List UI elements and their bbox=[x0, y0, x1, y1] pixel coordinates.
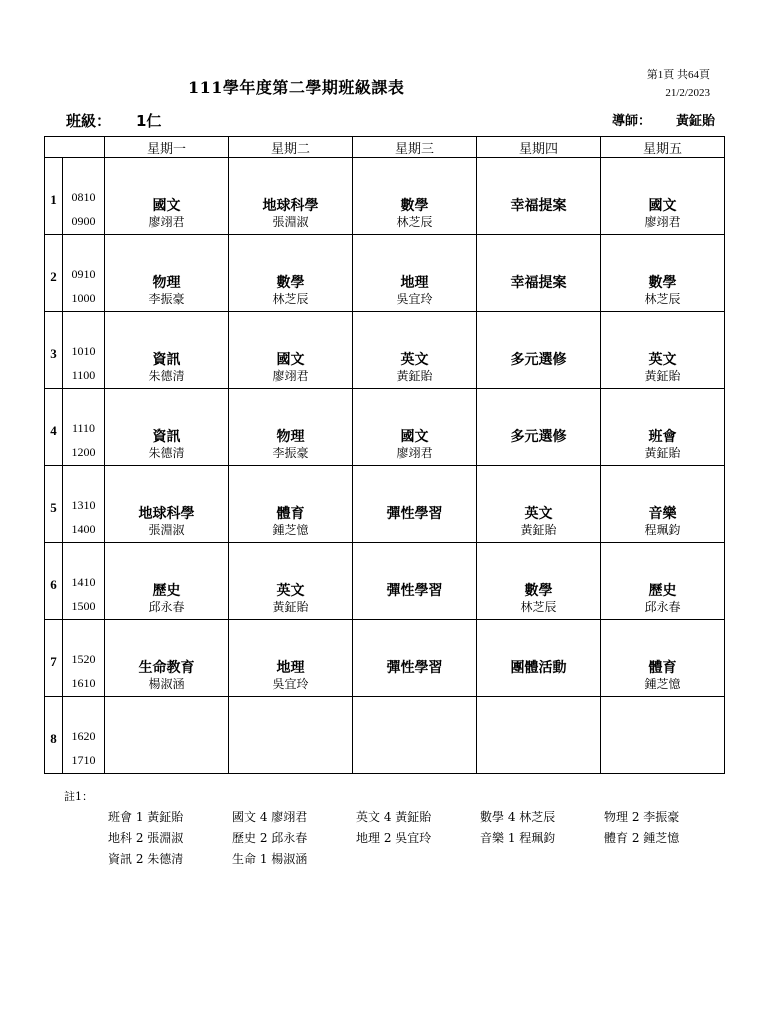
day-header-mon: 星期一 bbox=[105, 137, 229, 158]
class-cell bbox=[601, 312, 725, 389]
subject-name: 彈性學習 bbox=[386, 506, 443, 522]
teacher-name: 李振豪 bbox=[272, 446, 309, 460]
period-end-time: 1000 bbox=[71, 291, 96, 305]
notes-label: 註1： bbox=[64, 790, 93, 803]
class-cell bbox=[229, 543, 353, 620]
homeroom-teacher-name: 黃鉦貽 bbox=[676, 114, 716, 129]
period-start-time: 1410 bbox=[71, 575, 96, 589]
subject-name: 數學 bbox=[400, 198, 429, 214]
header-corner bbox=[45, 137, 105, 158]
period-number: 2 bbox=[50, 269, 57, 284]
class-cell bbox=[477, 389, 601, 466]
class-cell bbox=[105, 389, 229, 466]
subject-name: 地球科學 bbox=[262, 198, 319, 214]
class-cell bbox=[229, 466, 353, 543]
period-row bbox=[45, 620, 725, 697]
subject-name: 物理 bbox=[276, 429, 305, 445]
subject-name: 多元選修 bbox=[510, 352, 567, 368]
subject-name: 音樂 bbox=[648, 506, 677, 522]
period-start-time: 0810 bbox=[71, 190, 96, 204]
period-number-cell bbox=[45, 235, 63, 312]
subject-name: 彈性學習 bbox=[386, 660, 443, 676]
subject-name: 國文 bbox=[152, 198, 181, 214]
period-time-cell bbox=[63, 466, 105, 543]
subject-name: 歷史 bbox=[648, 583, 677, 599]
note-item: 數學 4 林芝辰 bbox=[480, 810, 556, 824]
note-item: 體育 2 鍾芝憶 bbox=[604, 831, 680, 845]
class-cell bbox=[229, 158, 353, 235]
teacher-name: 林芝辰 bbox=[272, 292, 309, 306]
period-number: 6 bbox=[50, 577, 57, 592]
period-end-time: 1710 bbox=[71, 753, 96, 767]
class-cell bbox=[105, 543, 229, 620]
teacher-name: 邱永春 bbox=[148, 600, 185, 614]
class-cell bbox=[477, 620, 601, 697]
class-cell bbox=[353, 312, 477, 389]
period-end-time: 0900 bbox=[71, 214, 96, 228]
class-cell bbox=[477, 235, 601, 312]
page-title: 111學年度第二學期班級課表 bbox=[188, 78, 405, 97]
subject-name: 歷史 bbox=[152, 583, 181, 599]
class-value: 1仁 bbox=[136, 112, 162, 130]
teacher-name: 林芝辰 bbox=[520, 600, 557, 614]
period-end-time: 1400 bbox=[71, 522, 96, 536]
teacher-name: 吳宜玲 bbox=[396, 292, 433, 306]
teacher-name: 黃鉦貽 bbox=[396, 369, 433, 383]
subject-name: 資訊 bbox=[152, 352, 181, 368]
subject-name: 團體活動 bbox=[510, 660, 567, 676]
note-row bbox=[108, 850, 728, 871]
period-end-time: 1100 bbox=[71, 368, 96, 382]
period-number-cell bbox=[45, 389, 63, 466]
subject-name: 英文 bbox=[524, 506, 553, 522]
note-item: 班會 1 黃鉦貽 bbox=[108, 810, 184, 824]
period-number: 7 bbox=[50, 654, 57, 669]
period-start-time: 1310 bbox=[71, 498, 96, 512]
note-item: 歷史 2 邱永春 bbox=[232, 831, 308, 845]
subject-name: 生命教育 bbox=[138, 660, 195, 676]
class-cell bbox=[105, 312, 229, 389]
period-number-cell bbox=[45, 312, 63, 389]
page-info bbox=[647, 66, 710, 102]
subject-name: 國文 bbox=[648, 198, 677, 214]
teacher-name: 黃鉦貽 bbox=[272, 600, 309, 614]
subject-name: 地理 bbox=[400, 275, 429, 291]
class-cell bbox=[229, 312, 353, 389]
class-cell bbox=[353, 158, 477, 235]
teacher-name: 張淵淑 bbox=[148, 523, 185, 537]
day-header-row bbox=[45, 137, 725, 158]
note-row bbox=[108, 829, 728, 850]
subject-name: 英文 bbox=[648, 352, 677, 368]
class-cell bbox=[601, 389, 725, 466]
notes-section bbox=[108, 808, 728, 871]
period-row bbox=[45, 466, 725, 543]
period-time-cell bbox=[63, 158, 105, 235]
note-item: 物理 2 李振豪 bbox=[604, 810, 680, 824]
teacher-name: 黃鉦貽 bbox=[520, 523, 557, 537]
period-start-time: 0910 bbox=[71, 267, 96, 281]
period-row bbox=[45, 389, 725, 466]
teacher-name: 林芝辰 bbox=[396, 215, 433, 229]
subject-name: 幸福提案 bbox=[510, 198, 567, 214]
period-end-time: 1610 bbox=[71, 676, 96, 690]
class-cell bbox=[105, 235, 229, 312]
period-number: 5 bbox=[50, 500, 57, 515]
period-number: 8 bbox=[50, 731, 57, 746]
period-number: 4 bbox=[50, 423, 57, 438]
class-cell bbox=[353, 543, 477, 620]
class-cell bbox=[229, 235, 353, 312]
page-number: 第1頁 共64頁 bbox=[646, 69, 710, 81]
class-cell bbox=[353, 389, 477, 466]
period-time-cell bbox=[63, 235, 105, 312]
teacher-name: 廖翊君 bbox=[272, 369, 309, 383]
period-number-cell bbox=[45, 620, 63, 697]
period-row bbox=[45, 697, 725, 774]
teacher-name: 黃鉦貽 bbox=[644, 369, 681, 383]
subject-name: 英文 bbox=[400, 352, 429, 368]
subject-name: 幸福提案 bbox=[510, 275, 567, 291]
class-cell bbox=[105, 466, 229, 543]
note-item: 地理 2 吳宜玲 bbox=[356, 831, 432, 845]
class-cell bbox=[477, 158, 601, 235]
period-number: 3 bbox=[50, 346, 57, 361]
class-cell bbox=[105, 158, 229, 235]
class-label: 班級： bbox=[66, 112, 112, 130]
teacher-name: 林芝辰 bbox=[644, 292, 681, 306]
class-cell bbox=[601, 620, 725, 697]
period-time-cell bbox=[63, 389, 105, 466]
period-start-time: 1520 bbox=[71, 652, 96, 666]
class-cell bbox=[353, 697, 477, 774]
class-cell bbox=[477, 697, 601, 774]
period-number-cell bbox=[45, 697, 63, 774]
teacher-name: 李振豪 bbox=[148, 292, 185, 306]
teacher-name: 朱德清 bbox=[148, 446, 185, 460]
teacher-name: 邱永春 bbox=[644, 600, 681, 614]
note-item: 生命 1 楊淑涵 bbox=[232, 852, 308, 866]
period-row bbox=[45, 158, 725, 235]
teacher-name: 廖翊君 bbox=[396, 446, 433, 460]
period-time-cell bbox=[63, 543, 105, 620]
subject-name: 體育 bbox=[648, 660, 677, 676]
subject-name: 數學 bbox=[524, 583, 553, 599]
teacher-name: 廖翊君 bbox=[148, 215, 185, 229]
teacher-name: 吳宜玲 bbox=[272, 677, 309, 691]
period-end-time: 1500 bbox=[71, 599, 96, 613]
teacher-name: 楊淑涵 bbox=[148, 677, 185, 691]
note-item: 音樂 1 程珮鈞 bbox=[480, 831, 556, 845]
subject-name: 資訊 bbox=[152, 429, 181, 445]
class-cell bbox=[229, 697, 353, 774]
period-time-cell bbox=[63, 697, 105, 774]
class-cell bbox=[105, 620, 229, 697]
period-number: 1 bbox=[50, 192, 57, 207]
note-row bbox=[108, 808, 728, 829]
day-header-tue: 星期二 bbox=[229, 137, 353, 158]
class-cell bbox=[477, 543, 601, 620]
class-cell bbox=[601, 235, 725, 312]
class-cell bbox=[105, 697, 229, 774]
period-start-time: 1110 bbox=[71, 421, 96, 435]
class-cell bbox=[229, 620, 353, 697]
class-cell bbox=[353, 235, 477, 312]
teacher-name: 朱德清 bbox=[148, 369, 185, 383]
teacher-name: 鍾芝憶 bbox=[644, 677, 681, 691]
teacher-name: 程珮鈞 bbox=[644, 523, 681, 537]
period-number-cell bbox=[45, 466, 63, 543]
subject-name: 數學 bbox=[648, 275, 677, 291]
subject-name: 彈性學習 bbox=[386, 583, 443, 599]
period-row bbox=[45, 543, 725, 620]
class-cell bbox=[353, 620, 477, 697]
period-time-cell bbox=[63, 620, 105, 697]
note-item: 資訊 2 朱德清 bbox=[108, 852, 184, 866]
homeroom-teacher-label: 導師： bbox=[612, 114, 652, 129]
subject-name: 多元選修 bbox=[510, 429, 567, 445]
period-number-cell bbox=[45, 158, 63, 235]
subject-name: 體育 bbox=[276, 506, 305, 522]
subject-name: 地理 bbox=[276, 660, 305, 676]
subject-name: 地球科學 bbox=[138, 506, 195, 522]
teacher-name: 張淵淑 bbox=[272, 215, 309, 229]
subject-name: 物理 bbox=[152, 275, 181, 291]
schedule-table bbox=[44, 136, 725, 774]
teacher-name: 鍾芝憶 bbox=[272, 523, 309, 537]
class-cell bbox=[477, 312, 601, 389]
period-number-cell bbox=[45, 543, 63, 620]
period-start-time: 1620 bbox=[71, 729, 96, 743]
day-header-thu: 星期四 bbox=[477, 137, 601, 158]
class-cell bbox=[353, 466, 477, 543]
period-row bbox=[45, 235, 725, 312]
class-cell bbox=[601, 543, 725, 620]
note-item: 國文 4 廖翊君 bbox=[232, 810, 308, 824]
subject-name: 國文 bbox=[276, 352, 305, 368]
class-cell bbox=[601, 158, 725, 235]
day-header-wed: 星期三 bbox=[353, 137, 477, 158]
subject-name: 英文 bbox=[276, 583, 305, 599]
subject-name: 國文 bbox=[400, 429, 429, 445]
note-item: 地科 2 張淵淑 bbox=[108, 831, 184, 845]
class-cell bbox=[229, 389, 353, 466]
subject-name: 班會 bbox=[648, 429, 677, 445]
teacher-name: 廖翊君 bbox=[644, 215, 681, 229]
note-item: 英文 4 黃鉦貽 bbox=[356, 810, 432, 824]
class-cell bbox=[601, 697, 725, 774]
day-header-fri: 星期五 bbox=[601, 137, 725, 158]
period-row bbox=[45, 312, 725, 389]
class-cell bbox=[601, 466, 725, 543]
period-end-time: 1200 bbox=[71, 445, 96, 459]
period-time-cell bbox=[63, 312, 105, 389]
period-start-time: 1010 bbox=[71, 344, 96, 358]
print-date: 21/2/2023 bbox=[665, 87, 710, 99]
class-cell bbox=[477, 466, 601, 543]
subject-name: 數學 bbox=[276, 275, 305, 291]
teacher-name: 黃鉦貽 bbox=[644, 446, 681, 460]
